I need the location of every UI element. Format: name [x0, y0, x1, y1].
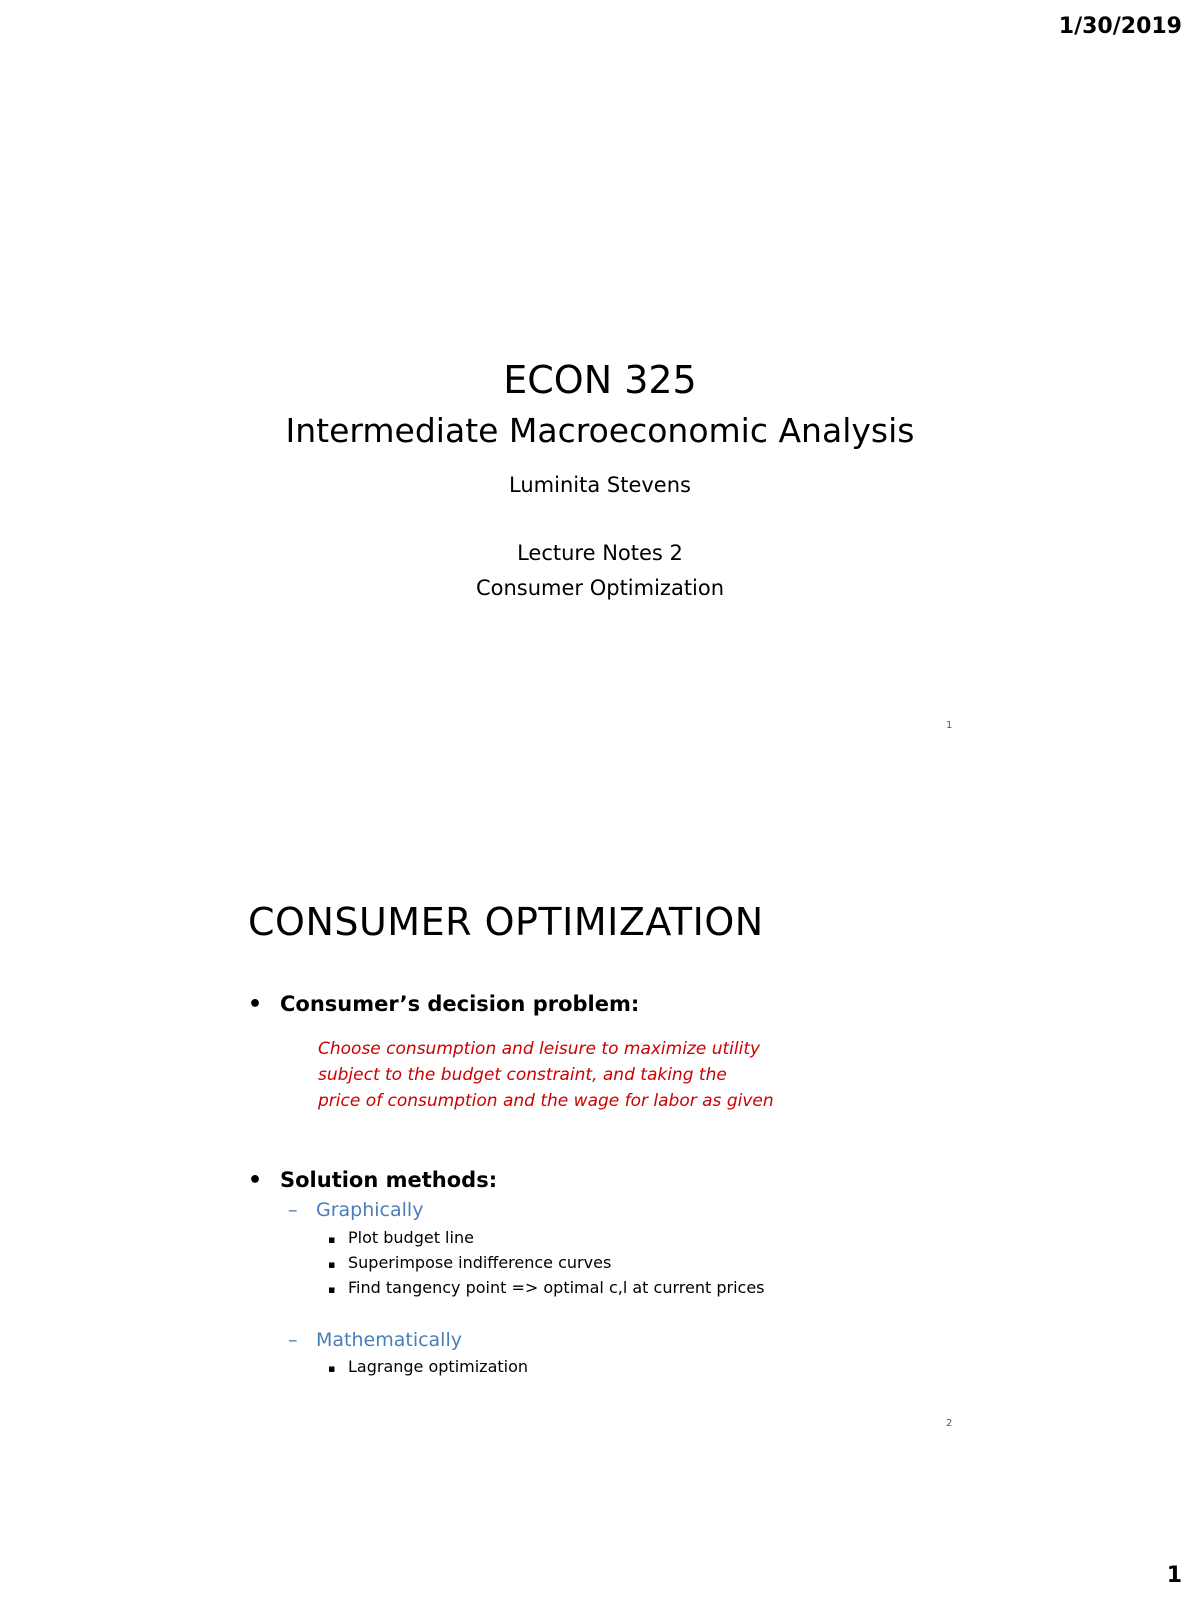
author-name: Luminita Stevens [509, 473, 691, 497]
bullet-decision-problem [248, 992, 639, 1017]
statement-line: Choose consumption and leisure to maximize utility [318, 1039, 761, 1059]
slide-2-number: 2 [946, 1418, 953, 1429]
dash-icon: – [288, 1329, 298, 1351]
bullet-text: Solution methods: [280, 1168, 498, 1192]
square-bullet-icon: ▪ [328, 1258, 336, 1271]
slide-2-title: CONSUMER OPTIMIZATION [248, 900, 764, 944]
method-mathematically [288, 1329, 462, 1351]
dash-icon: – [288, 1199, 298, 1221]
list-item [328, 1278, 765, 1297]
list-item-text: Lagrange optimization [348, 1357, 529, 1376]
bullet-icon: • [248, 1168, 263, 1193]
slide-1-title: ECON 325 [503, 358, 697, 402]
method-graphically [288, 1199, 423, 1221]
list-item-text: Superimpose indifference curves [348, 1253, 612, 1272]
bullet-solution-methods [248, 1168, 497, 1193]
statement-line: price of consumption and the wage for labor as given [318, 1091, 774, 1111]
square-bullet-icon: ▪ [328, 1362, 336, 1375]
page-number: 1 [1166, 1563, 1182, 1588]
bullet-icon: • [248, 992, 263, 1017]
square-bullet-icon: ▪ [328, 1233, 336, 1246]
slide-1-subtitle: Intermediate Macroeconomic Analysis [285, 411, 915, 450]
square-bullet-icon: ▪ [328, 1283, 336, 1296]
decision-problem-statement [318, 1036, 774, 1114]
method-label: Graphically [316, 1199, 424, 1221]
lecture-topic: Consumer Optimization [475, 576, 725, 600]
list-item-text: Plot budget line [348, 1228, 474, 1247]
list-item [328, 1253, 611, 1272]
statement-line: subject to the budget constraint, and taking the [318, 1065, 727, 1085]
bullet-text: Consumer’s decision problem: [280, 992, 640, 1016]
slide-1-number: 1 [946, 720, 953, 731]
method-label: Mathematically [316, 1329, 462, 1351]
document-date: 1/30/2019 [1058, 14, 1182, 39]
list-item [328, 1357, 528, 1376]
list-item [328, 1228, 474, 1247]
lecture-label: Lecture Notes 2 [517, 541, 683, 565]
list-item-text: Find tangency point => optimal c,l at current prices [348, 1278, 765, 1297]
